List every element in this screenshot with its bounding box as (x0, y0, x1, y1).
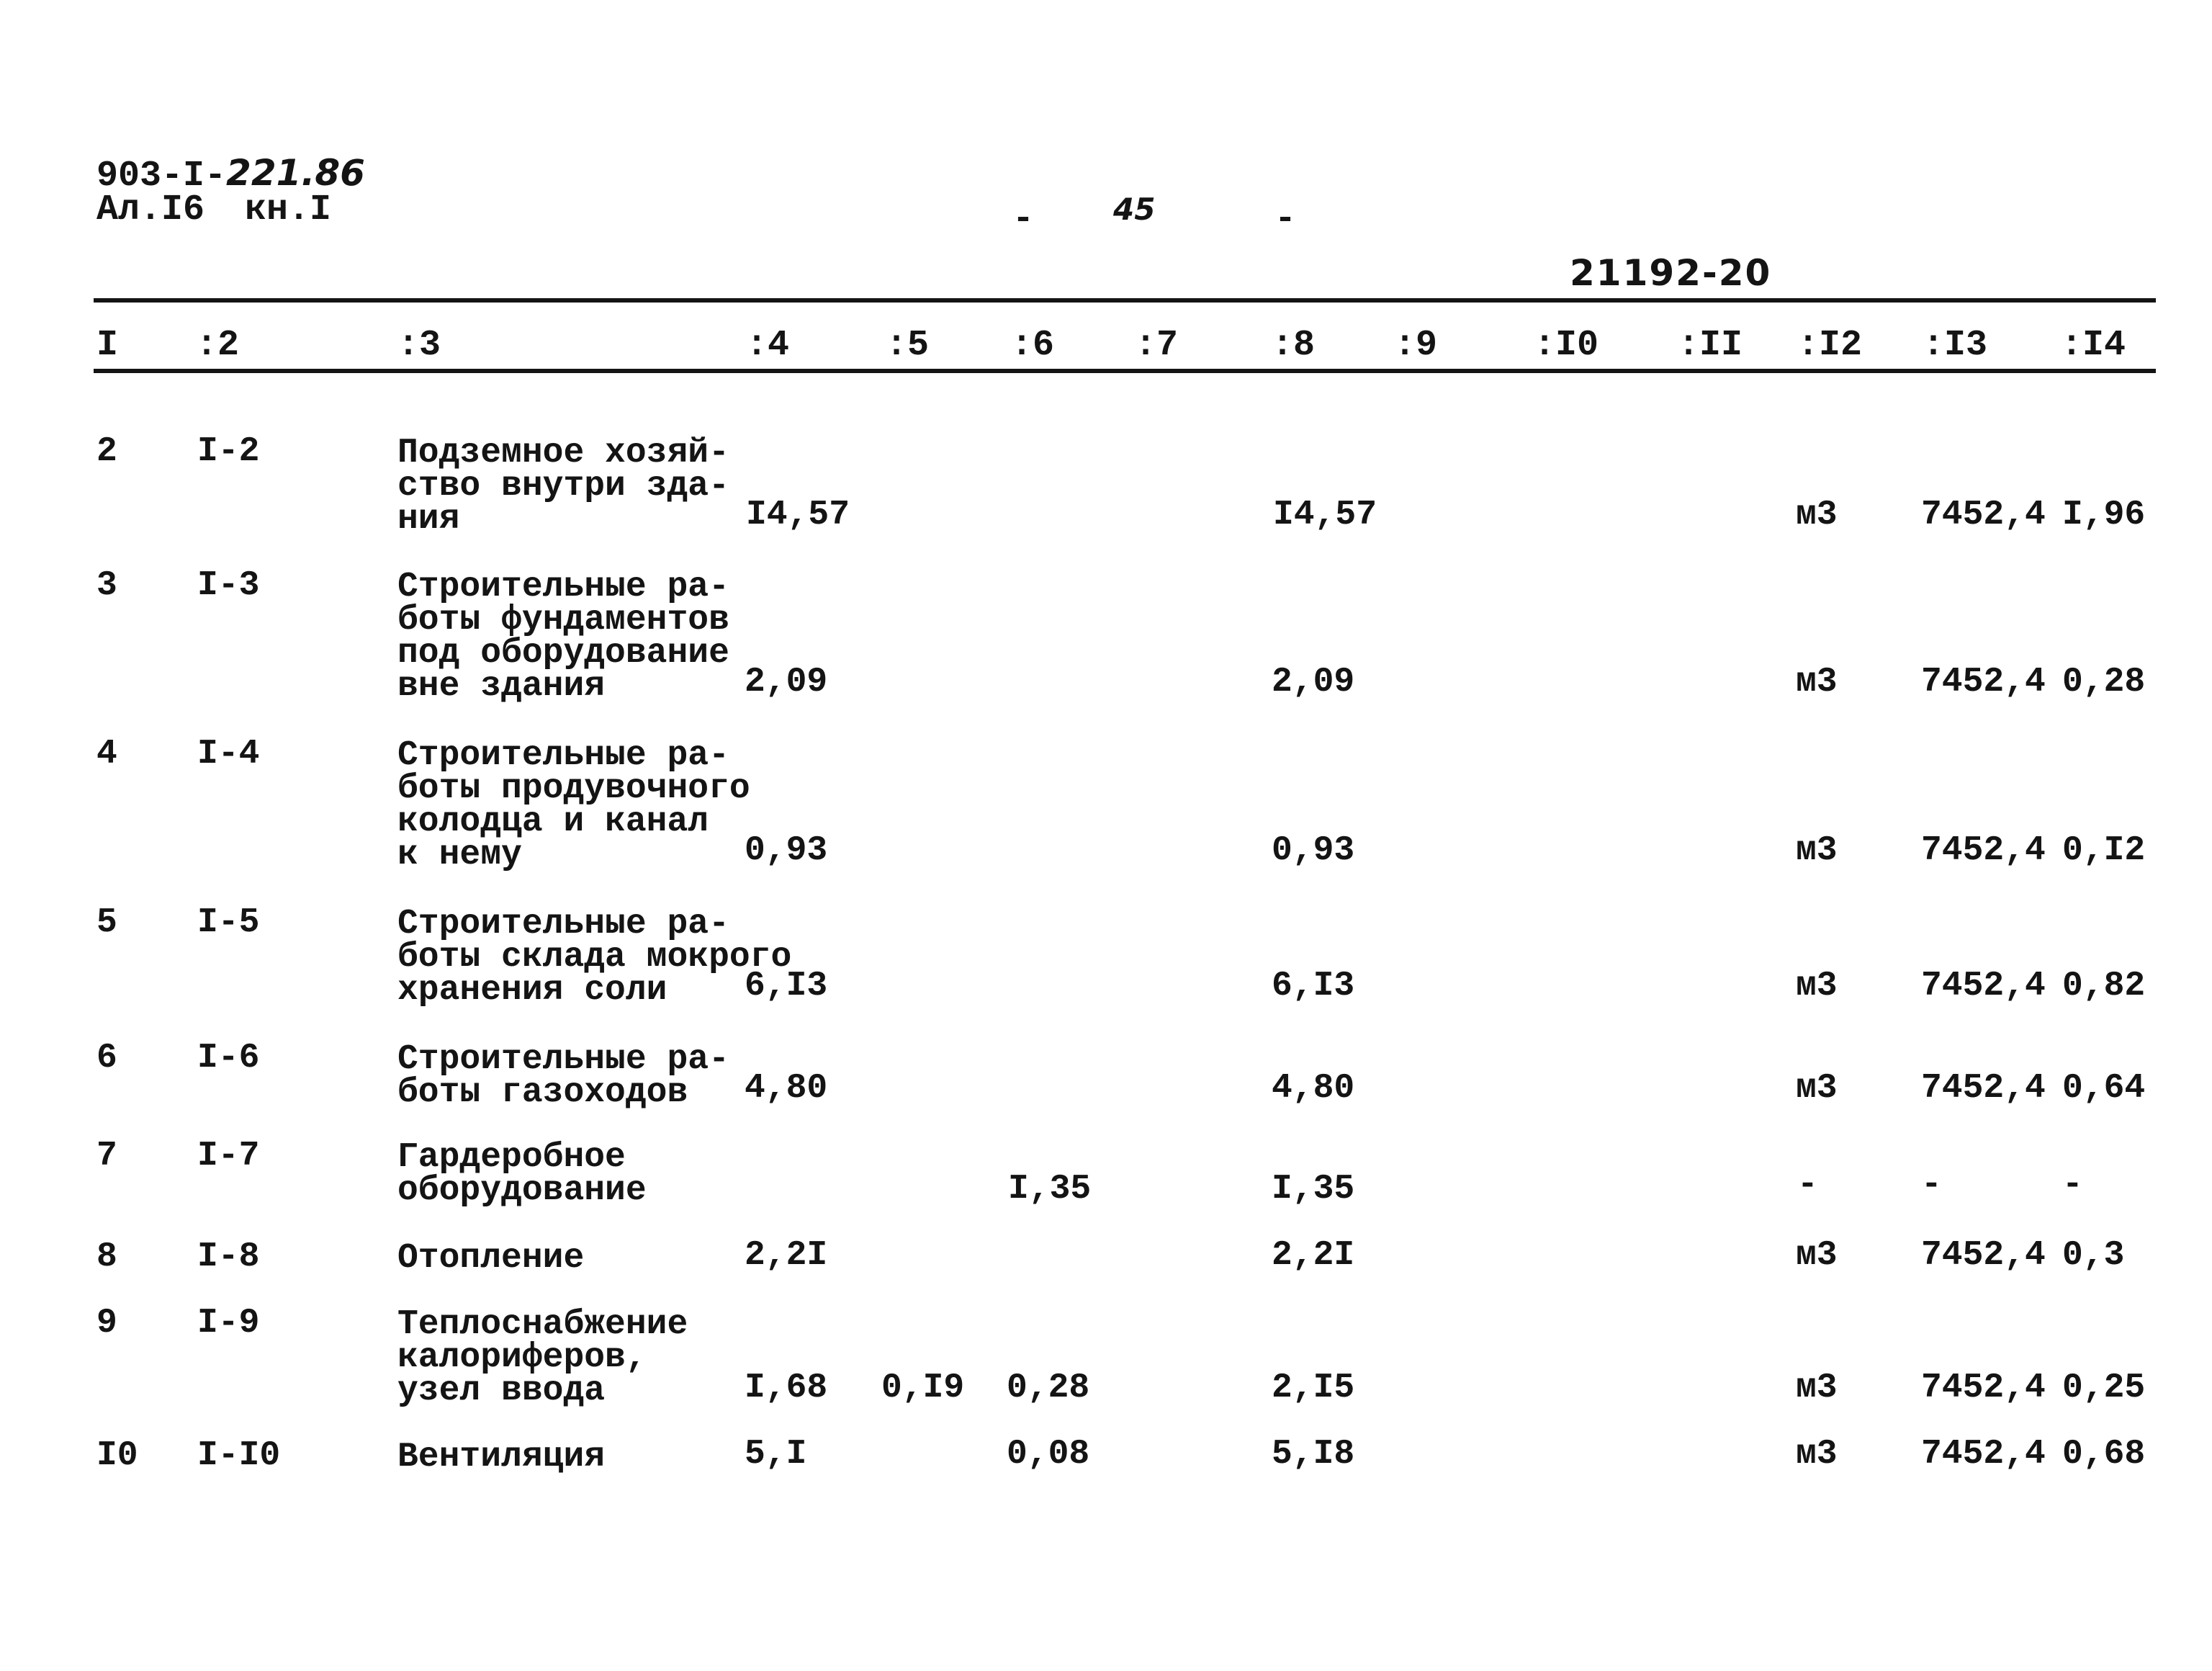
row-name-line: к нему (397, 836, 522, 874)
row-number: 2 (96, 432, 117, 471)
cell-col4: 2,09 (745, 663, 828, 702)
row-name-line: ния (397, 500, 460, 539)
cell-col13: 7452,4 (1921, 1069, 2046, 1108)
table-top-rule (94, 298, 2156, 303)
cell-unit: - (1797, 1165, 1818, 1204)
row-name-line: Теплоснабжение (397, 1305, 688, 1344)
page-number: 45 (1113, 192, 1156, 227)
cell-col13: 7452,4 (1921, 496, 2046, 534)
cell-col6: 0,08 (1007, 1435, 1090, 1474)
cell-col8: 6,I3 (1272, 967, 1355, 1005)
row-code: I-5 (197, 903, 260, 942)
row-name-line: хранения соли (397, 971, 667, 1010)
row-code: I-I0 (197, 1436, 281, 1475)
row-name-line: боты газоходов (397, 1073, 688, 1112)
cell-col13: 7452,4 (1921, 967, 2046, 1005)
cell-unit: м3 (1796, 1236, 1838, 1275)
column-header-10: :I0 (1534, 325, 1599, 366)
row-name-line: Строительные ра- (397, 1040, 729, 1079)
row-name-line: Строительные ра- (397, 905, 729, 944)
row-code: I-2 (197, 432, 260, 471)
cell-col8: 2,I5 (1272, 1368, 1355, 1407)
column-header-1: I (96, 325, 119, 366)
row-name-line: Строительные ра- (397, 568, 729, 606)
cell-col8: I,35 (1272, 1170, 1355, 1209)
cell-col13: 7452,4 (1921, 663, 2046, 702)
cell-unit: м3 (1796, 1368, 1838, 1407)
cell-col5: 0,I9 (881, 1368, 965, 1407)
book-label: кн.I (245, 189, 332, 230)
cell-unit: м3 (1796, 1069, 1838, 1108)
row-code: I-7 (197, 1137, 260, 1175)
column-header-8: :8 (1272, 325, 1316, 366)
column-header-12: :I2 (1797, 325, 1863, 366)
row-name (397, 1438, 606, 1477)
page-dash-right: - (1274, 199, 1297, 240)
sheet-reference (96, 189, 372, 230)
column-header-14: :I4 (2061, 325, 2126, 366)
row-name (397, 1040, 729, 1112)
row-code: I-8 (197, 1237, 260, 1276)
row-code: I-9 (197, 1304, 260, 1343)
cell-col8: 5,I8 (1272, 1435, 1355, 1474)
page-dash-left: - (1012, 199, 1035, 240)
row-name-line: под оборудование (397, 634, 729, 673)
row-name-line: Подземное хозяй- (397, 434, 729, 472)
document-code-printed: 903-I- (96, 156, 227, 197)
column-header-11: :II (1678, 325, 1743, 366)
column-header-9: :9 (1394, 325, 1438, 366)
cell-unit: м3 (1796, 967, 1838, 1005)
row-number: 8 (96, 1237, 117, 1276)
row-code: I-3 (197, 566, 260, 605)
row-name-line: вне здания (397, 667, 606, 706)
row-name-line: ство внутри зда- (397, 467, 729, 506)
row-name-line: Гардеробное (397, 1138, 626, 1177)
column-header-13: :I3 (1923, 325, 1988, 366)
cell-col8: 0,93 (1272, 831, 1355, 870)
cell-col14: 0,64 (2062, 1069, 2146, 1108)
cell-col13: 7452,4 (1921, 831, 2046, 870)
column-header-4: :4 (746, 325, 790, 366)
cell-col14: 0,3 (2062, 1236, 2125, 1275)
row-name-line: узел ввода (397, 1371, 606, 1410)
column-header-2: :2 (196, 325, 240, 366)
column-header-7: :7 (1135, 325, 1179, 366)
cell-unit: м3 (1796, 831, 1838, 870)
row-name (397, 1305, 688, 1410)
row-name (397, 568, 729, 706)
cell-col8: 2,2I (1272, 1236, 1355, 1275)
sheet-label: Ал.I6 (96, 189, 205, 230)
cell-col13: 7452,4 (1921, 1368, 2046, 1407)
row-name-line: колодца и канал (397, 802, 709, 841)
cell-col4: 4,80 (745, 1069, 828, 1108)
table-header-rule (94, 369, 2156, 373)
row-name-line: Вентиляция (397, 1438, 606, 1477)
cell-unit: м3 (1796, 663, 1838, 702)
column-header-6: :6 (1011, 325, 1055, 366)
document-code-handwritten: 221.86 (226, 152, 365, 194)
cell-col13: 7452,4 (1921, 1236, 2046, 1275)
cell-col6: I,35 (1008, 1170, 1092, 1209)
row-number: 7 (96, 1137, 117, 1175)
row-name (397, 1239, 585, 1278)
cell-col13: - (1921, 1165, 1942, 1204)
row-number: 6 (96, 1039, 117, 1078)
row-name (397, 434, 729, 539)
cell-col14: 0,68 (2062, 1435, 2146, 1474)
row-number: 3 (96, 566, 117, 605)
cell-col4: 0,93 (745, 831, 828, 870)
cell-col14: - (2062, 1165, 2083, 1204)
cell-unit: м3 (1796, 1435, 1838, 1474)
row-number: I0 (96, 1436, 138, 1475)
column-header-3: :3 (397, 325, 441, 366)
row-name-line: боты фундаментов (397, 601, 729, 640)
cell-col14: 0,25 (2062, 1368, 2146, 1407)
cell-col8: I4,57 (1273, 496, 1377, 534)
cell-col14: 0,I2 (2062, 831, 2146, 870)
cell-col14: 0,28 (2062, 663, 2146, 702)
row-number: 4 (96, 735, 117, 774)
row-name-line: Отопление (397, 1239, 585, 1278)
cell-col8: 4,80 (1272, 1069, 1355, 1108)
inventory-reference: 21192-20 (1570, 252, 1772, 294)
cell-col8: 2,09 (1272, 663, 1355, 702)
row-name (397, 1138, 647, 1210)
cell-col14: 0,82 (2062, 967, 2146, 1005)
row-name-line: боты склада мокрого (397, 938, 792, 977)
cell-col4: 5,I (745, 1435, 807, 1474)
row-code: I-6 (197, 1039, 260, 1078)
row-name-line: боты продувочного (397, 769, 750, 808)
cell-col4: I4,57 (746, 496, 850, 534)
cell-col4: 2,2I (745, 1236, 828, 1275)
cell-col4: I,68 (745, 1368, 828, 1407)
cell-unit: м3 (1796, 496, 1838, 534)
row-name-line: оборудование (397, 1171, 647, 1210)
cell-col14: I,96 (2062, 496, 2146, 534)
row-name-line: Строительные ра- (397, 736, 729, 775)
row-name (397, 736, 750, 874)
column-header-5: :5 (886, 325, 930, 366)
cell-col13: 7452,4 (1921, 1435, 2046, 1474)
row-number: 5 (96, 903, 117, 942)
cell-col4: 6,I3 (745, 967, 828, 1005)
row-code: I-4 (197, 735, 260, 774)
cell-col6: 0,28 (1007, 1368, 1090, 1407)
row-name (397, 905, 792, 1010)
row-number: 9 (96, 1304, 117, 1343)
row-name-line: калориферов, (397, 1338, 647, 1377)
